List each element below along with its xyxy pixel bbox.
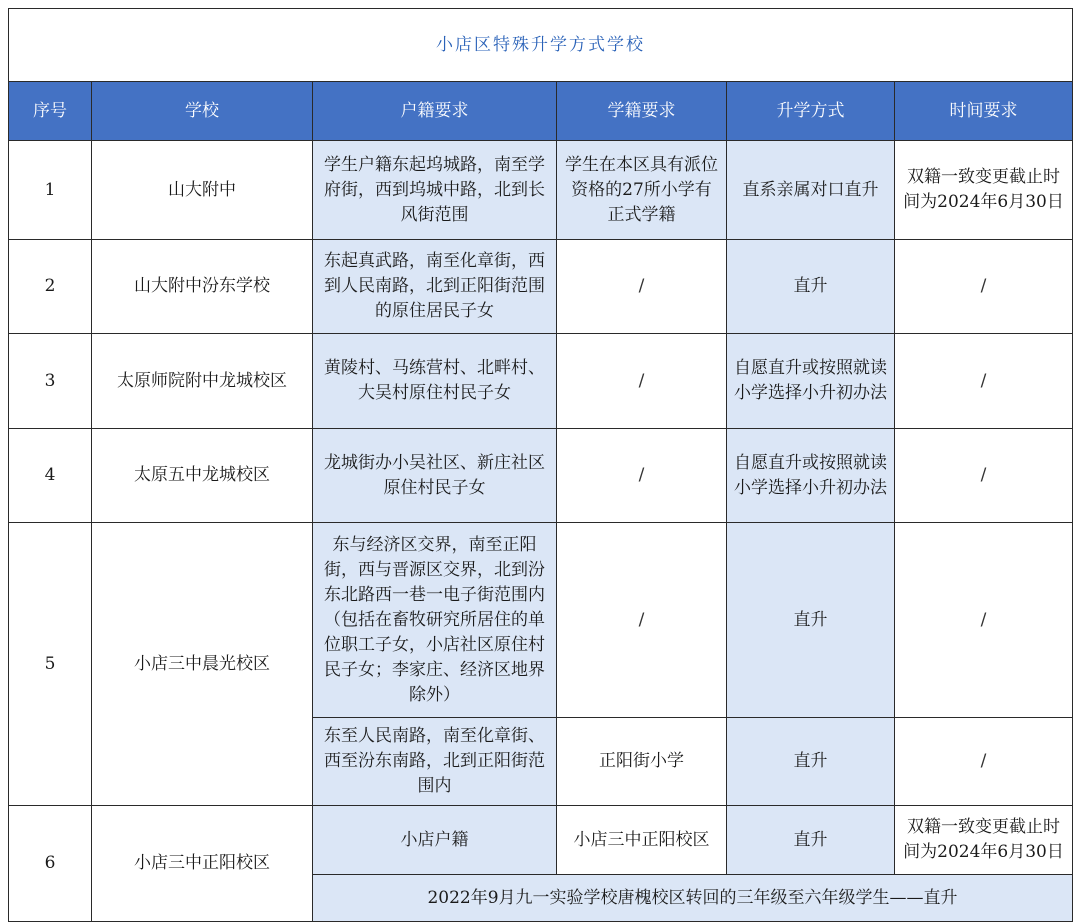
school-note: 2022年9月九一实验学校唐槐校区转回的三年级至六年级学生——直升 <box>313 875 1073 922</box>
admission-method: 自愿直升或按照就读小学选择小升初办法 <box>727 334 895 429</box>
time-requirement: / <box>895 523 1073 718</box>
admission-method: 直系亲属对口直升 <box>727 141 895 240</box>
time-requirement: 双籍一致变更截止时间为2024年6月30日 <box>895 806 1073 875</box>
school-name: 山大附中汾东学校 <box>92 240 313 334</box>
row-number: 6 <box>9 806 92 922</box>
huji-requirement: 龙城街办小吴社区、新庄社区原住村民子女 <box>313 429 557 523</box>
row-number: 5 <box>9 523 92 806</box>
row-number: 2 <box>9 240 92 334</box>
xueji-requirement: / <box>557 334 727 429</box>
header-time: 时间要求 <box>895 82 1073 141</box>
huji-requirement: 东与经济区交界，南至正阳街，西与晋源区交界，北到汾东北路西一巷一电子街范围内（包括在畜牧研究所居住的单位职工子女，小店社区原住村民子女；李家庄、经济区地界除外） <box>313 523 557 718</box>
huji-requirement: 学生户籍东起坞城路，南至学府街，西到坞城中路，北到长风街范围 <box>313 141 557 240</box>
xueji-requirement: 正阳街小学 <box>557 718 727 806</box>
header-row <box>9 82 1073 141</box>
admission-method: 直升 <box>727 240 895 334</box>
xueji-requirement: / <box>557 523 727 718</box>
time-requirement: / <box>895 334 1073 429</box>
school-name: 小店三中正阳校区 <box>92 806 313 922</box>
title-row <box>9 9 1073 82</box>
xueji-requirement: / <box>557 240 727 334</box>
table-row <box>9 334 1073 429</box>
admission-method: 直升 <box>727 718 895 806</box>
admission-method: 直升 <box>727 523 895 718</box>
schools-table <box>8 8 1073 922</box>
header-no: 序号 <box>9 82 92 141</box>
table-title: 小店区特殊升学方式学校 <box>9 9 1073 82</box>
huji-requirement: 东起真武路，南至化章街，西到人民南路，北到正阳街范围的原住居民子女 <box>313 240 557 334</box>
table-row <box>9 523 1073 718</box>
row-number: 4 <box>9 429 92 523</box>
time-requirement: / <box>895 718 1073 806</box>
schools-table-frame <box>8 8 1072 918</box>
header-huji: 户籍要求 <box>313 82 557 141</box>
table-row <box>9 429 1073 523</box>
huji-requirement: 东至人民南路，南至化章街、西至汾东南路，北到正阳街范围内 <box>313 718 557 806</box>
xueji-requirement: 小店三中正阳校区 <box>557 806 727 875</box>
header-school: 学校 <box>92 82 313 141</box>
time-requirement: / <box>895 240 1073 334</box>
school-name: 太原五中龙城校区 <box>92 429 313 523</box>
table-row <box>9 240 1073 334</box>
row-number: 1 <box>9 141 92 240</box>
xueji-requirement: 学生在本区具有派位资格的27所小学有正式学籍 <box>557 141 727 240</box>
school-name: 太原师院附中龙城校区 <box>92 334 313 429</box>
table-row <box>9 806 1073 875</box>
admission-method: 直升 <box>727 806 895 875</box>
school-name: 小店三中晨光校区 <box>92 523 313 806</box>
row-number: 3 <box>9 334 92 429</box>
huji-requirement: 小店户籍 <box>313 806 557 875</box>
table-row <box>9 141 1073 240</box>
huji-requirement: 黄陵村、马练营村、北畔村、大吴村原住村民子女 <box>313 334 557 429</box>
school-name: 山大附中 <box>92 141 313 240</box>
time-requirement: / <box>895 429 1073 523</box>
header-method: 升学方式 <box>727 82 895 141</box>
header-xueji: 学籍要求 <box>557 82 727 141</box>
time-requirement: 双籍一致变更截止时间为2024年6月30日 <box>895 141 1073 240</box>
admission-method: 自愿直升或按照就读小学选择小升初办法 <box>727 429 895 523</box>
xueji-requirement: / <box>557 429 727 523</box>
